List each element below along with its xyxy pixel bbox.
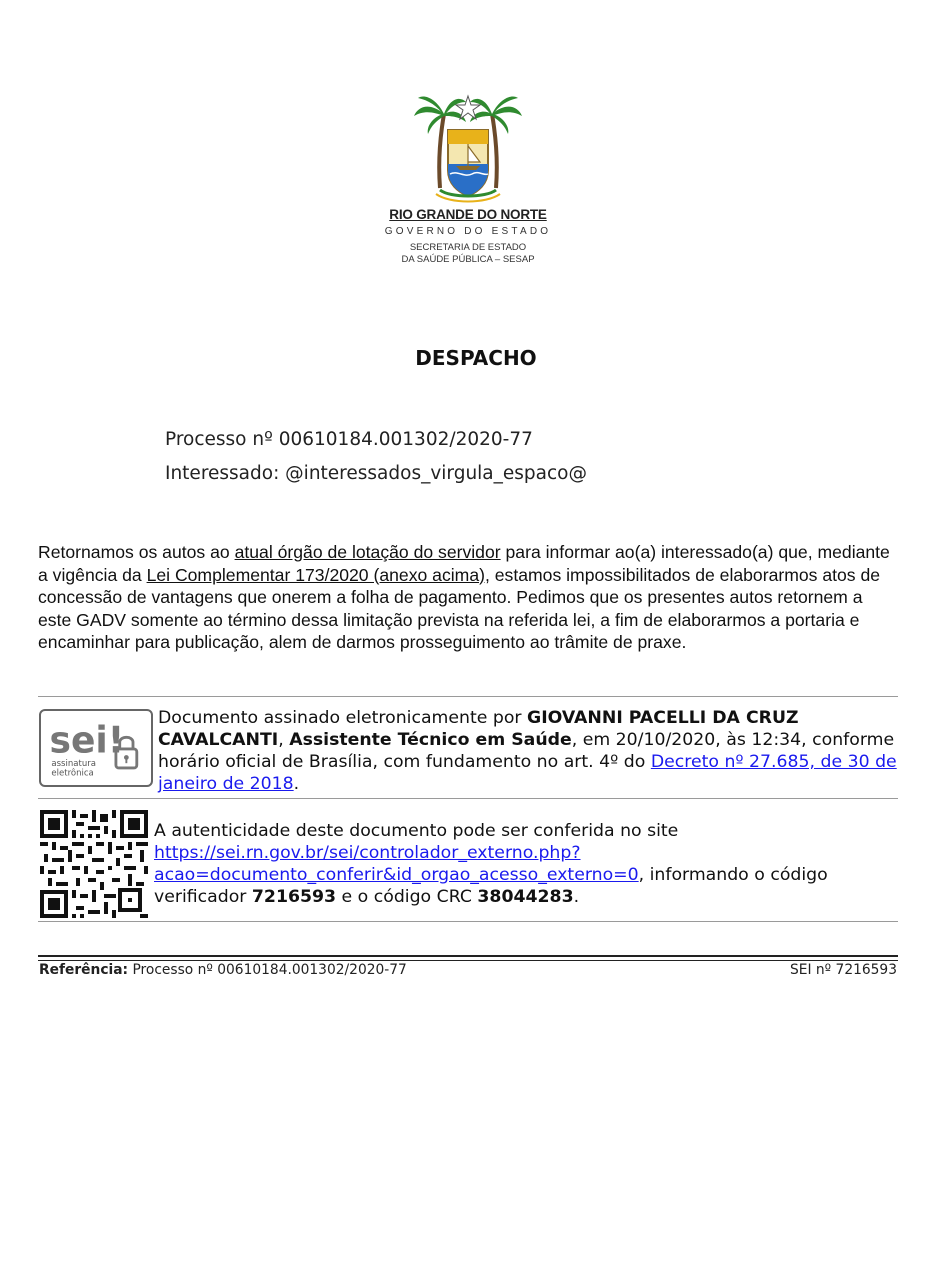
auth-text-4: .	[573, 887, 580, 907]
rio-grande-do-norte-coat-of-arms-icon	[410, 92, 526, 204]
auth-text-2: , informando o código verificador	[154, 865, 828, 907]
body-underline-1: atual órgão de lotação do servidor	[234, 542, 501, 562]
body-text-1: Retornamos os autos ao	[38, 542, 235, 562]
org-secretariat-line2: DA SAÚDE PÚBLICA – SESAP	[401, 254, 535, 265]
org-government: GOVERNO DO ESTADO	[384, 226, 552, 237]
footer-reference-value: Processo nº 00610184.001302/2020-77	[128, 962, 407, 978]
sig-text-3: , em 20/10/2020, às 12:34, conforme horário oficial de Brasília, com fundamento no art. 4º do	[158, 730, 895, 772]
verifier-code: 7216593	[251, 887, 337, 907]
sei-logo-word: sei!	[49, 719, 125, 762]
divider	[38, 696, 898, 697]
sei-logo-sub1: assinatura	[51, 759, 96, 770]
sig-text-2: ,	[278, 730, 290, 750]
signer-name: GIOVANNI PACELLI DA CRUZ CAVALCANTI	[158, 708, 799, 750]
dispatch-body	[38, 541, 898, 654]
crc-code: 38044283	[477, 887, 574, 907]
qr-code-icon	[40, 810, 148, 918]
verification-link[interactable]: https://sei.rn.gov.br/sei/controlador_externo.php?acao=documento_conferir&id_orgao_acesso_externo=0	[154, 843, 639, 885]
auth-text-1: A autenticidade deste documento pode ser conferida no site	[154, 821, 679, 841]
footer-reference	[39, 962, 407, 978]
signer-role: Assistente Técnico em Saúde	[289, 730, 572, 750]
org-secretariat-line1: SECRETARIA DE ESTADO	[409, 242, 527, 253]
org-name: RIO GRANDE DO NORTE	[389, 207, 547, 222]
authenticity-text	[154, 820, 899, 908]
electronic-signature-text	[158, 707, 898, 795]
body-text-2: para informar ao(a) interessado(a) que, mediante a vigência da	[38, 542, 890, 585]
decree-link[interactable]: Decreto nº 27.685, de 30 de janeiro de 2018	[158, 752, 897, 794]
document-title: DESPACHO	[415, 346, 537, 370]
interested-party: Interessado: @interessados_virgula_espaco@	[165, 463, 587, 484]
sei-assinatura-eletronica-icon	[39, 709, 153, 787]
process-number: Processo nº 00610184.001302/2020-77	[165, 429, 533, 450]
divider	[38, 798, 898, 799]
sig-text-1: Documento assinado eletronicamente por	[158, 708, 528, 728]
auth-text-3: e o código CRC	[336, 887, 478, 907]
footer-reference-label: Referência:	[39, 962, 129, 978]
sei-logo-sub2: eletrônica	[51, 768, 94, 779]
body-text-3: , estamos impossibilitados de elaborarmos atos de concessão de vantagens que onerem a folha de pagamento. Pedimos que os presentes autos retornem a este GADV somente ao término dessa limitação prevista na referida lei, a fim de elaborarmos a portaria e encaminhar para publicação, alem de darmos prosseguimento ao trâmite de praxe.	[38, 564, 881, 653]
divider	[38, 921, 898, 922]
footer-sei-number: SEI nº 7216593	[789, 962, 897, 978]
footer-divider	[38, 955, 898, 961]
sig-text-4: .	[293, 774, 300, 794]
body-underline-2: Lei Complementar 173/2020 (anexo acima)	[146, 564, 485, 585]
org-secretariat	[300, 242, 636, 266]
